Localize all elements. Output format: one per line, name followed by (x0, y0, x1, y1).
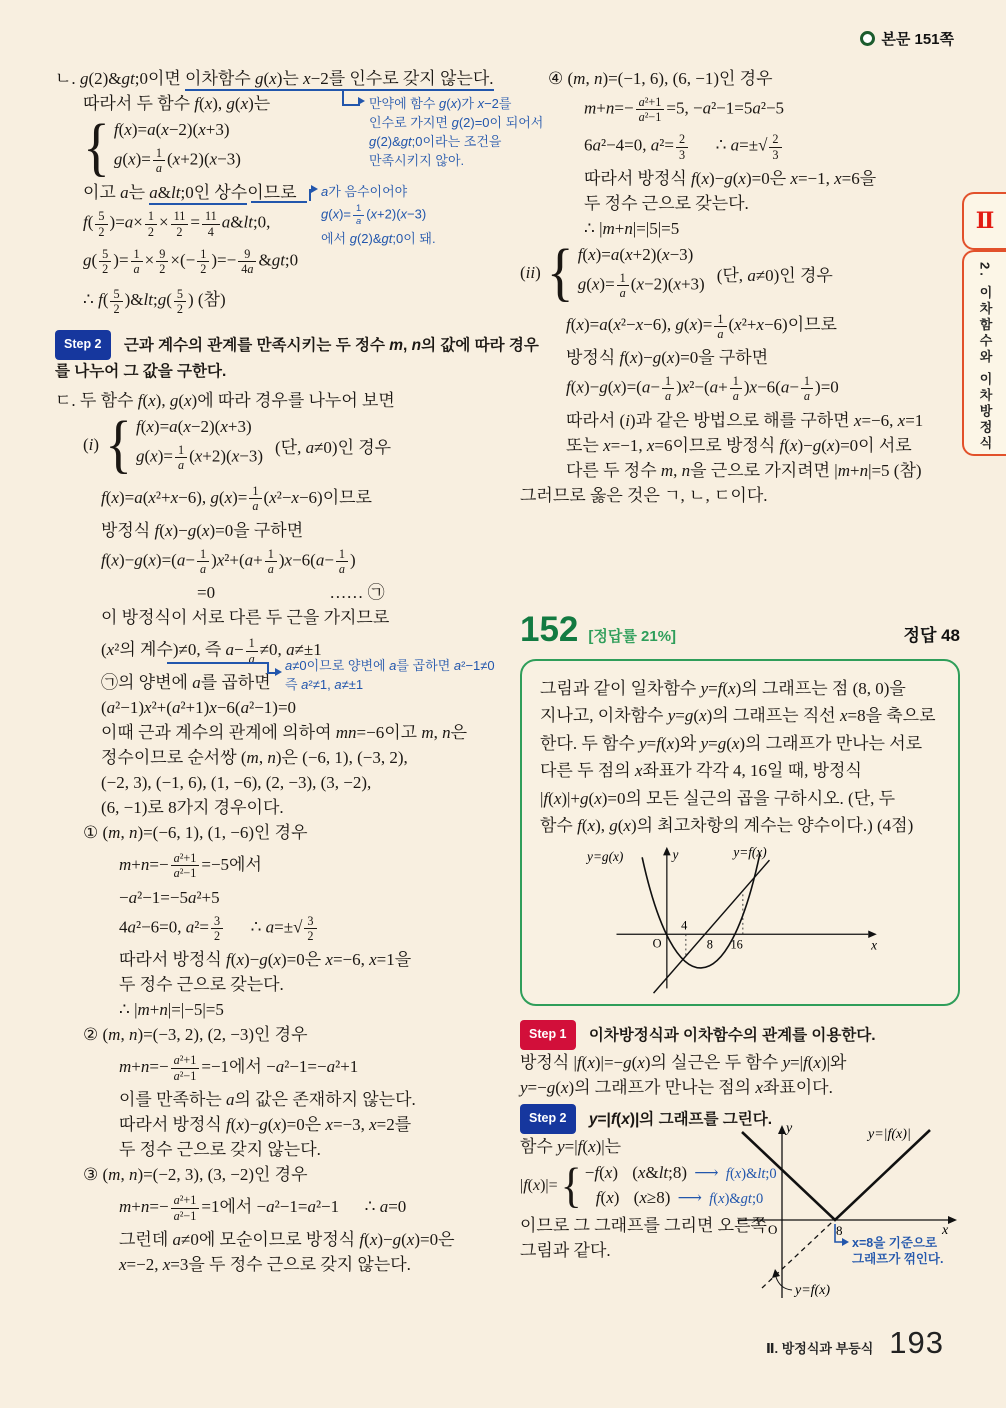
margin-note-blue: a가 음수이어야 g(x)= $\frac{1}{a}$ (x+2)(x−3) 에서 g(2)&gt;0이 돼. (321, 184, 436, 247)
conclusion-n: ∴ f( $\frac{5}{2}$ )&lt;g( $\frac{5}{2}$ ) (참) (83, 286, 226, 316)
blue-arrow: ⟶ (677, 1187, 702, 1207)
margin-note-blue: a≠0이므로 양변에 a를 곱하면 a²−1≠0 즉 a²≠1, a≠±1 (285, 657, 495, 692)
blue-arrow: ⟶ (694, 1162, 719, 1182)
problem-answer: 정답 48 (903, 625, 960, 645)
step2-text-cont: 를 나누어 그 값을 구한다. (55, 363, 227, 381)
tick-4: 4 (681, 918, 688, 933)
case2-title: ② (m, n)=(−3, 2), (2, −3)인 경우 (83, 1025, 308, 1045)
annotation-arrowhead (311, 185, 318, 193)
line-i12: (6, −1)로 8가지 경우이다. (101, 797, 284, 817)
problem-number: 152 (520, 609, 579, 649)
page-footer (766, 1325, 944, 1361)
tick-16: 16 (730, 937, 743, 952)
system-case-ii: (ii) { f(x)=a(x+2)(x−3) g(x)= $\frac{1}{a}$ (x−2)(x+3) (단, a≠0)인 경우 (520, 237, 833, 309)
problem-152-header (520, 609, 960, 649)
solution-152: Step 1 이차방정식과 이차함수의 관계를 이용한다. 방정식 |f(x)|=−g(x)의 실근은 두 함수 y=|f(x)|와 y=−g(x)의 그래프가 만나는 점의 x좌표이다. Step 2 y=|f(x)|의 그래프를 그린다. 함수 y=|f(x)|는 |f(x)|= { −f(x) (x&lt;8) ⟶ f(x)&lt;0 f(x) (x≥8) ⟶ f(x)&gt;0 이므로 그 그래프를 그리면 오른쪽 그림과 같다. y y=|f(x)| O 8 x x=8을 기준으로 그래프가 꺾인다. y=f(x) (520, 1020, 960, 1263)
final-answer-line: 그러므로 옳은 것은 ㄱ, ㄴ, ㄷ이다. (520, 485, 768, 505)
line-i4: =0 …… ㉠ (197, 583, 385, 602)
problem-152-box: 그림과 같이 일차함수 y=f(x)의 그래프는 점 (8, 0)을 지나고, 이차함수 y=g(x)의 그래프는 직선 x=8을 축으로 한다. 두 함수 y=f(x)와 y=g(x)의 그래프가 만나는 서로 다른 두 점의 x좌표가 각각 4, 16일 때, 방정식 |f(x)|+g(x)=0의 모든 실근의 곱을 구하시오. (단, 두 함수 f(x), g(x)의 최고차항의 계수는 양수이다.) (4점) y=g(x) y y=f(x) O 4 8 16 x (520, 659, 960, 1006)
line-i7: ㉠의 양변에 a를 곱하면 a≠0이므로 양변에 a를 곱하면 a²−1≠0 즉 a²≠1, a≠±1 (101, 657, 495, 692)
problem-152-figure (575, 844, 905, 996)
statement-n-line3: 이고 a는 a&lt;0인 상수이므로 a가 음수이어야 g(x)= $\frac{1}{a}$ (x+2)(x−3) 에서 g(2)&gt;0이 돼. (83, 183, 436, 247)
case1-title: ① (m, n)=(−6, 1), (1, −6)인 경우 (83, 822, 308, 842)
case3-title: ③ (m, n)=(−2, 3), (3, −2)인 경우 (83, 1164, 308, 1184)
line-i2: 방정식 f(x)−g(x)=0을 구하면 (101, 520, 304, 540)
annotation-connector (251, 201, 307, 203)
problem-rate: [정답률 21%] (588, 627, 677, 645)
statement-n-line2: 따라서 두 함수 f(x), g(x)는 (83, 94, 271, 113)
line-i8: (a²−1)x²+(a²+1)x−6(a²−1)=0 (101, 697, 297, 717)
label-origin: O (768, 1221, 778, 1237)
header-page-reference (860, 28, 954, 49)
graph-note-line2: 그래프가 꺾인다. (852, 1251, 944, 1266)
calc-f52: f( $\frac{5}{2}$ )=a× $\frac{1}{2}$ × $\frac{11}{2}$ = $\frac{11}{4}$ a&lt;0, (83, 209, 271, 239)
label-x-axis: x (871, 937, 878, 953)
label-origin: O (652, 936, 662, 951)
brace: { (105, 409, 132, 482)
side-tab-chapter-label: 2. 이차함수와 이차방정식 (977, 262, 993, 453)
label-y-fx: y=f(x) (795, 1282, 831, 1298)
label-y-gx: y=g(x) (587, 848, 624, 864)
line-i5: 이 방정식이 서로 다른 두 근을 가지므로 (101, 608, 390, 627)
line-i3: f(x)−g(x)=(a− $\frac{1}{a}$ )x²+(a+ $\frac{1}{a}$ )x−6(a− $\frac{1}{a}$ ) (101, 546, 356, 576)
statement-d-intro: ㄷ. 두 함수 f(x), g(x)에 따라 경우를 나누어 보면 (55, 391, 395, 411)
label-y-absfx: y=|f(x)| (868, 1126, 911, 1142)
solution-figure (730, 1120, 960, 1305)
line-i9: 이때 근과 계수의 관계에 의하여 mn=−6이고 m, n은 (101, 722, 468, 742)
side-tab-roman-numeral: Ⅱ (975, 208, 995, 233)
label-y-fx: y=f(x) (733, 844, 767, 860)
line-i1: f(x)=a(x²+x−6), g(x)= $\frac{1}{a}$ (x²−x−6)이므로 (101, 484, 372, 514)
right-column: ④ (m, n)=(−1, 6), (6, −1)인 경우 m+n=− $\frac{\text{a²+1}}{\text{a²−1}}$ =5, −a²−1=5a²−5 6a²−4=0, a²= $\frac{2}{3}$ ∴ a=±√ $\frac{2}{3}$ 따라서 방정식 f(x)−g(x)=0은 x=−1, x=6을 두 정수 근으로 갖는다. ∴ |m+n|=|5|=5 (ii) { f(x)=a(x+2)(x−3) g(x)= $\frac{1}{a}$ (x−2)(x+3) (단, a≠0)인 경우 f(x)=a(x²−x−6), g(x)= $\frac{1}{a}$ (x²+x−6)이므로 방정식 f(x)−g(x)=0을 구하면 f(x)−g(x)=(a− $\frac{1}{a}$ )x²−(a+ $\frac{1}{a}$ )x−6(a− $\frac{1}{a}$ )=0 따라서 (i)과 같은 방법으로 해를 구하면 x=−6, x=1 또는 x=−1, x=6이므로 방정식 f(x)−g(x)=0이 서로 다른 두 정수 m, n을 근으로 가지려면 |m+n|=5 (참) 그러므로 옳은 것은 ㄱ, ㄴ, ㄷ이다. 152 [정답률 21%] 정답 48 그림과 같이 일차함수 y=f(x)의 그래프는 점 (8, 0)을 지나고, 이차함수 y=g(x)의 그래프는 직선 x=8을 축으로 한다. 두 함수 y=f(x)와 y=g(x)의 그래프가 만나는 서로 다른 두 점의 x좌표가 각각 4, 16일 때, 방정식 |f(x)|+g(x)=0의 모든 실근의 곱을 구하시오. (단, 두 함수 f(x), g(x)의 최고차항의 계수는 양수이다.) (4점) y=g(x) y y=f(x) O 4 8 16 x Step 1 이차방정식과 이차함수의 관계를 이용한다. 방정식 |f(x)|=−g(x)의 실근은 두 함수 y=|f(x)|와 y=−g(x)의 그래프가 만나는 점의 x좌표이다. Step 2 y=|f(x)|의 그래프를 그린다. 함수 y=|f(x)|는 |f(x)|= { −f(x) (x&lt;8) ⟶ f(x)&lt;0 f(x) (x≥8) ⟶ f(x)&gt;0 이므로 그 그래프를 그리면 오른쪽 그림과 같다. y y=|f(x)| O 8 x x=8을 기준으로 그래프가 꺾인다. y=f(x) (520, 66, 960, 1263)
step1-text: 이차방정식과 이차함수의 관계를 이용한다. (588, 1026, 876, 1044)
step1-badge: Step 1 (520, 1020, 576, 1050)
annotation-arrowhead (275, 668, 282, 676)
side-tab-roman (962, 192, 1006, 250)
piecewise-definition: |f(x)|= { −f(x) (x&lt;8) ⟶ f(x)&lt;0 f(x) (x≥8) ⟶ f(x)&gt;0 (520, 1158, 777, 1213)
annotation-connector (167, 662, 267, 664)
brace: { (546, 237, 574, 309)
system-f: f(x)=a(x−2)(x+3) (113, 120, 230, 139)
solution-left-text: 함수 y=|f(x)|는 |f(x)|= { −f(x) (x&lt;8) ⟶ f(x)&lt;0 f(x) (x≥8) ⟶ f(x)&gt;0 이므로 그 그래프를 그리면 오른쪽 그림과 같다. (520, 1136, 777, 1260)
step2-badge: Step 2 (520, 1104, 576, 1134)
line-i10: 정수이므로 순서쌍 (m, n)은 (−6, 1), (−3, 2), (101, 747, 408, 767)
margin-note-blue: 만약에 함수 g(x)가 x−2를 인수로 가지면 g(2)=0이 되어서 g(2)&gt;0이라는 조건을 만족시키지 않아. (369, 96, 544, 168)
tick-8: 8 (706, 937, 713, 952)
line-i11: (−2, 3), (−1, 6), (1, −6), (2, −3), (3, −2), (101, 772, 372, 792)
graph-note-line1: x=8을 기준으로 (852, 1235, 938, 1250)
side-tab-chapter (962, 250, 1006, 456)
statement-n-line1: ㄴ. g(2)&gt;0이면 이차함수 g(x)는 x−2를 인수로 갖지 않는다. 만약에 함수 g(x)가 x−2를 인수로 가지면 g(2)=0이 되어서 g(2)&gt;0이라는 조건을 만족시키지 않아. (55, 69, 544, 168)
green-ring-icon (860, 31, 875, 46)
step2-text: 근과 계수의 관계를 만족시키는 두 정수 m, n의 값에 따라 경우 (123, 337, 539, 355)
footer-section: Ⅱ. 방정식과 부등식 (765, 1341, 874, 1356)
tick-8: 8 (836, 1222, 843, 1238)
system-case-i: (i) { f(x)=a(x−2)(x+3) g(x)= $\frac{1}{a}$ (x+2)(x−3) (단, a≠0)인 경우 (83, 409, 392, 482)
step2-block (55, 330, 539, 384)
label-y-axis: y (786, 1120, 793, 1136)
header-note-text: 본문 151쪽 (881, 31, 954, 48)
left-column: ㄴ. g(2)&gt;0이면 이차함수 g(x)는 x−2를 인수로 갖지 않는다. 만약에 함수 g(x)가 x−2를 인수로 가지면 g(2)=0이 되어서 g(2)&gt;0이라는 조건을 만족시키지 않아. 따라서 두 함수 f(x), g(x)는 { f(x)=a(x−2)(x+3) g(x)= $\frac{1}{a}$ (x+2)(x−3) 이고 a는 a&lt;0인 상수이므로 a가 음수이어야 g(x)= $\frac{1}{a}$ (x+2)(x−3) 에서 g(2)&gt;0이 돼. f( $\frac{5}{2}$ )=a× $\frac{1}{2}$ × $\frac{11}{2}$ = $\frac{11}{4}$ a&lt;0, g( $\frac{5}{2}$ )= $\frac{1}{a}$ × $\frac{9}{2}$ ×(− $\frac{1}{2}$ )=− $\frac{9}{4a}$ &gt;0 ∴ f( $\frac{5}{2}$ )&lt;g( $\frac{5}{2}$ ) (참) Step 2 근과 계수의 관계를 만족시키는 두 정수 m, n의 값에 따라 경우 를 나누어 그 값을 구한다. ㄷ. 두 함수 f(x), g(x)에 따라 경우를 나누어 보면 (i) { f(x)=a(x−2)(x+3) g(x)= $\frac{1}{a}$ (x+2)(x−3) (단, a≠0)인 경우 f(x)=a(x²+x−6), g(x)= $\frac{1}{a}$ (x²−x−6)이므로 방정식 f(x)−g(x)=0을 구하면 f(x)−g(x)=(a− $\frac{1}{a}$ )x²+(a+ $\frac{1}{a}$ )x−6(a− $\frac{1}{a}$ ) =0 …… ㉠ 이 방정식이 서로 다른 두 근을 가지므로 (x²의 계수)≠0, 즉 a− $\frac{1}{a}$ ≠0, a≠±1 ㉠의 양변에 a를 곱하면 a≠0이므로 양변에 a를 곱하면 a²−1≠0 즉 a²≠1, a≠±1 (a²−1)x²+(a²+1)x−6(a²−1)=0 이때 근과 계수의 관계에 의하여 mn=−6이고 m, n은 정수이므로 순서쌍 (m, n)은 (−6, 1), (−3, 2), (−2, 3), (−1, 6), (1, −6), (2, −3), (3, −2), (6, −1)로 8가지 경우이다. ① (m, n)=(−6, 1), (1, −6)인 경우 m+n=− $\frac{\text{a²+1}}{\text{a²−1}}$ =−5에서 −a²−1=−5a²+5 4a²−6=0, a²= $\frac{3}{2}$ ∴ a=±√ $\frac{3}{2}$ 따라서 방정식 f(x)−g(x)=0은 x=−6, x=1을 두 정수 근으로 갖는다. ∴ |m+n|=|−5|=5 ② (m, n)=(−3, 2), (2, −3)인 경우 m+n=− $\frac{\text{a²+1}}{\text{a²−1}}$ =−1에서 −a²−1=−a²+1 이를 만족하는 a의 값은 존재하지 않는다. 따라서 방정식 f(x)−g(x)=0은 x=−3, x=2를 두 정수 근으로 갖지 않는다. ③ (m, n)=(−2, 3), (3, −2)인 경우 m+n=− $\frac{\text{a²+1}}{\text{a²−1}}$ =1에서 −a²−1=a²−1 ∴ a=0 그런데 a≠0에 모순이므로 방정식 f(x)−g(x)=0은 x=−2, x=3을 두 정수 근으로 갖지 않는다. (55, 66, 510, 1277)
label-x-axis: x (942, 1222, 949, 1238)
calc-g52: g( $\frac{5}{2}$ )= $\frac{1}{a}$ × $\frac{9}{2}$ ×(− $\frac{1}{2}$ )=− $\frac{9}{4a}$ &gt;0 (83, 246, 299, 277)
brace: { (83, 112, 110, 184)
system-g: g(x)= $\frac{1}{a}$ (x+2)(x−3) (113, 146, 241, 176)
label-y-axis: y (672, 846, 679, 862)
step2-text: y=|f(x)|의 그래프를 그린다. (588, 1110, 773, 1128)
footer-page-number: 193 (889, 1325, 944, 1360)
step2-badge: Step 2 (55, 330, 111, 360)
line-i6: (x²의 계수)≠0, 즉 a− $\frac{1}{a}$ ≠0, a≠±1 (101, 636, 322, 666)
case4-title: ④ (m, n)=(−1, 6), (6, −1)인 경우 (548, 69, 773, 88)
